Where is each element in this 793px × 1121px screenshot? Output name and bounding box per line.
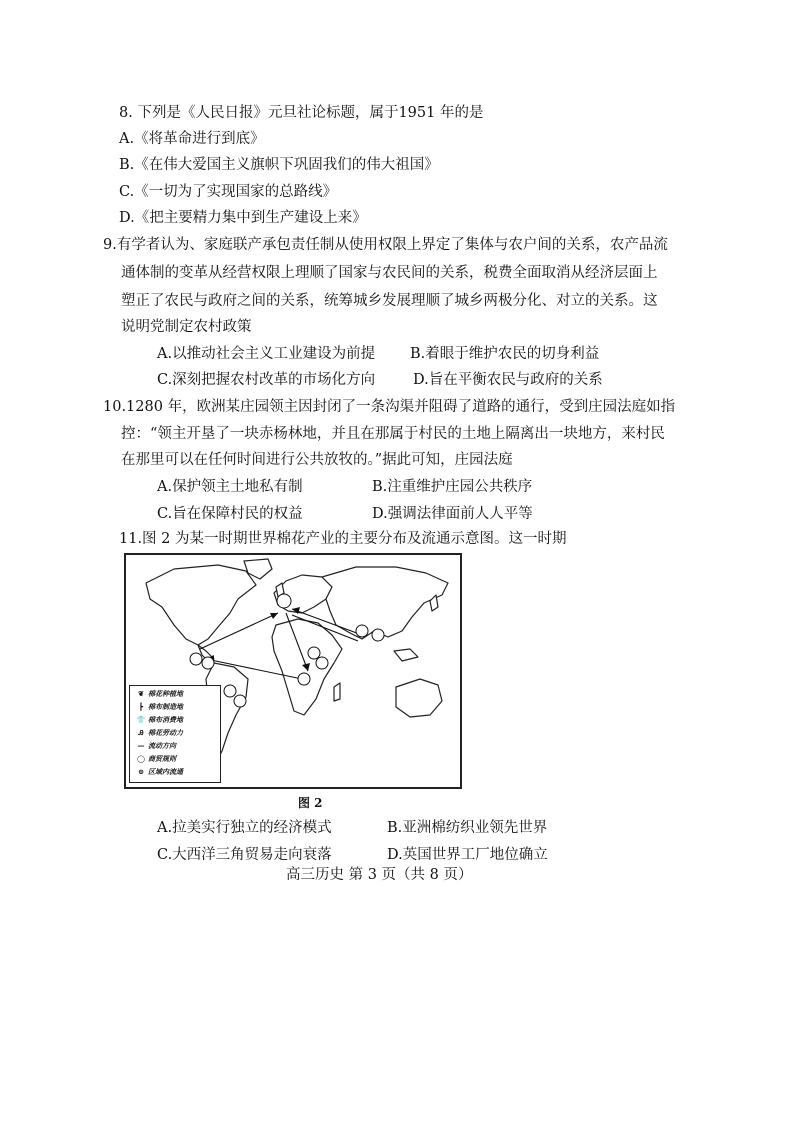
regional-circulation-icon: ⊚: [138, 767, 144, 776]
page-footer: 高三历史 第 3 页（共 8 页）: [286, 867, 473, 883]
q11-stem: 11.图 2 为某一时期世界棉花产业的主要分布及流通示意图。这一时期: [119, 531, 567, 547]
q9-option-b: B.着眼于维护农民的切身利益: [410, 346, 600, 362]
egypt-cloth-symbol: [316, 657, 328, 669]
caribbean-cotton-symbol: [190, 653, 202, 665]
q11-option-c: C.大西洋三角贸易走向衰落: [157, 847, 332, 863]
q8-option-c: C.《一切为了实现国家的总路线》: [119, 184, 338, 200]
q8-stem: 8. 下列是《人民日报》元旦社论标题，属于1951 年的是: [119, 105, 484, 121]
q10-stem-line-1: 10.1280 年，欧洲某庄园领主因封闭了一条沟渠并阻碍了道路的通行，受到庄园法庭如指: [103, 399, 676, 415]
caribbean-cloth-symbol: [202, 657, 214, 669]
q10-option-b: B.注重维护庄园公共秩序: [372, 479, 533, 495]
north-america-shape: [146, 565, 256, 645]
q10-stem-line-3: 在那里可以在任何时间进行公共放牧的。”据此可知，庄园法庭: [121, 452, 513, 468]
q9-stem-line-1: 9.有学者认为、家庭联产承包责任制从使用权限上界定了集体与农户间的关系，农产品流: [103, 237, 668, 253]
flow-direction-icon: —: [137, 741, 145, 750]
q11-option-d: D.英国世界工厂地位确立: [387, 847, 548, 863]
figure-caption: 图 2: [298, 796, 323, 810]
asia-shape: [322, 567, 448, 639]
q10-option-d: D.强调法律面前人人平等: [372, 506, 533, 522]
legend-cotton-labor: Ꭿ 棉花劳动力: [134, 728, 183, 738]
world-cotton-map: [124, 553, 462, 789]
q11-option-b: B.亚洲棉纺织业领先世界: [387, 820, 548, 836]
india-cotton-symbol: [356, 625, 368, 637]
q10-option-a: A.保护领主土地私有制: [157, 479, 303, 495]
q8-option-b: B.《在伟大爱国主义旗帜下巩固我们的伟大祖国》: [119, 157, 439, 173]
cloth-consumption-icon: 👕: [136, 715, 146, 724]
legend-cotton-field: ❦ 棉花种植地: [134, 689, 183, 699]
q11-option-a: A.拉美实行独立的经济模式: [157, 820, 332, 836]
q9-stem-line-2: 通体制的变革从经营权限上理顺了国家与农民间的关系，税费全面取消从经济层面上: [121, 265, 658, 281]
africa-labor-symbol: [298, 673, 310, 685]
q9-option-a: A.以推动社会主义工业建设为前提: [157, 346, 376, 362]
india-cloth-symbol: [372, 629, 384, 641]
map-legend: [129, 685, 221, 783]
legend-regional-circulation: ⊚ 区域内流通: [134, 767, 183, 777]
brazil-cotton-symbol: [224, 685, 236, 697]
cotton-field-icon: ❦: [138, 689, 144, 698]
legend-flow-direction: — 流动方向: [134, 741, 176, 751]
q10-option-c: C.旨在保障村民的权益: [157, 506, 303, 522]
britain-cloth-symbol: [277, 594, 291, 608]
cloth-making-icon: ┣: [138, 702, 144, 711]
q9-option-d: D.旨在平衡农民与政府的关系: [413, 372, 603, 388]
q10-stem-line-2: 控：“领主开垦了一块赤杨林地，并且在那属于村民的土地上隔离出一块地方，来村民: [121, 426, 665, 442]
q8-option-d: D.《把主要精力集中到生产建设上来》: [119, 210, 367, 226]
legend-trade-scale: ◯ 商贸规则: [134, 754, 176, 764]
madagascar-shape: [334, 683, 340, 701]
egypt-cotton-symbol: [308, 647, 320, 659]
cotton-labor-icon: Ꭿ: [138, 728, 144, 737]
southeast-asia-islands-shape: [394, 649, 418, 661]
q9-stem-line-4: 说明党制定农村政策: [121, 319, 252, 335]
q9-stem-line-3: 塑正了农民与政府之间的关系，统筹城乡发展理顺了城乡两极分化、对立的关系。这: [121, 293, 658, 309]
legend-cloth-making: ┣ 棉布制造地: [134, 702, 183, 712]
q8-option-a: A.《将革命进行到底》: [119, 131, 265, 147]
q9-option-c: C.深刻把握农村改革的市场化方向: [157, 372, 376, 388]
brazil-cloth-symbol: [234, 695, 246, 707]
trade-scale-icon: ◯: [137, 754, 145, 763]
australia-shape: [396, 679, 442, 717]
legend-cloth-consumption: 👕 棉布消费地: [134, 715, 183, 725]
